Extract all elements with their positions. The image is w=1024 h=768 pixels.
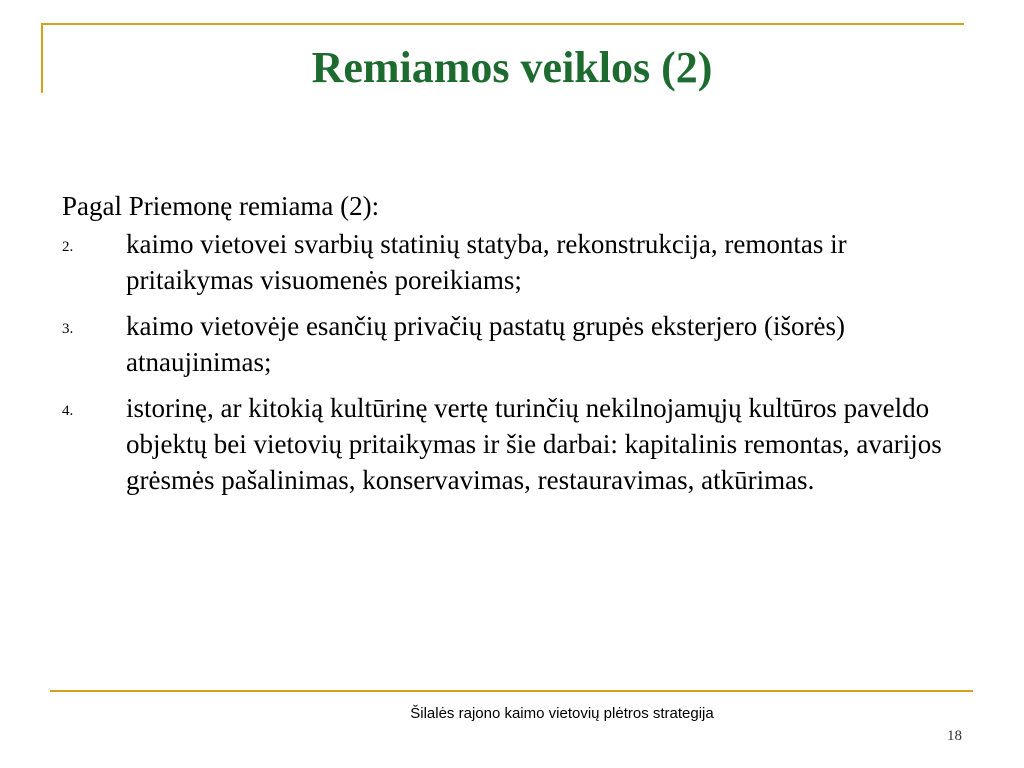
footer-text: Šilalės rajono kaimo vietovių plėtros strategija xyxy=(410,705,714,722)
list-item xyxy=(62,226,962,298)
list-item xyxy=(62,390,962,498)
page-number: 18 xyxy=(947,728,962,744)
slide-title: Remiamos veiklos (2) xyxy=(311,43,713,92)
list-item-number: 4. xyxy=(62,403,74,419)
list-item-text: istorinę, ar kitokią kultūrinę vertę turinčių nekilnojamųjų kultūros paveldo objektų bei vietovių pritaikymas ir šie darbai: kapitalinis remontas, avarijos grėsmės pašalinimas, konservavimas, restauravimas, atkūrimas. xyxy=(126,393,942,495)
activity-list xyxy=(62,226,962,498)
list-item-text: kaimo vietovėje esančių privačių pastatų grupės eksterjero (išorės) atnaujinimas; xyxy=(126,311,845,377)
list-item xyxy=(62,308,962,380)
intro-text: Pagal Priemonę remiama (2): xyxy=(62,191,380,221)
list-item-text: kaimo vietovei svarbių statinių statyba, rekonstrukcija, remontas ir pritaikymas visuomenės poreikiams; xyxy=(126,229,847,295)
list-item-number: 3. xyxy=(62,321,74,337)
slide-body xyxy=(62,188,962,508)
frame-top-line xyxy=(41,23,964,25)
footer-divider xyxy=(50,690,973,692)
list-item-number: 2. xyxy=(62,239,74,255)
